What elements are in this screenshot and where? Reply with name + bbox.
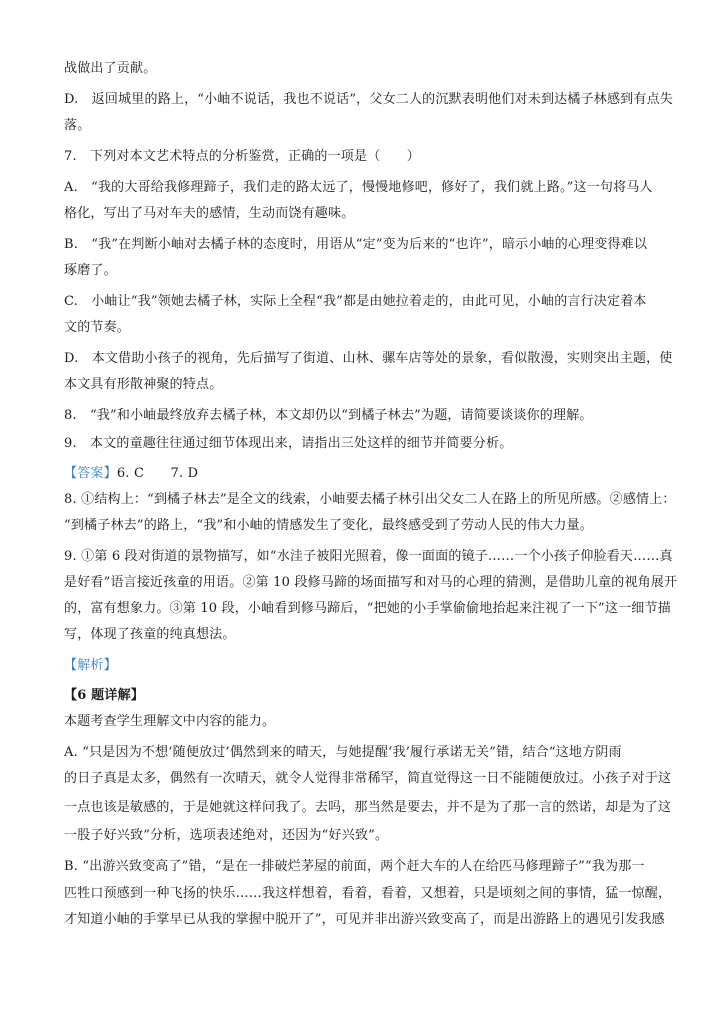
detail-line: 本题考查学生理解文中内容的能力。 xyxy=(64,714,276,729)
detail-line: A. “只是因为不想‘随便放过’偶然到来的晴天，与她提醒‘我’履行承诺无关”错，结合“这地方阴雨 xyxy=(64,745,622,760)
option-c-line: C. 小岫让“我”领她去橘子林，实际上全程“我”都是由她拉着走的，由此可见，小岫的言行决定着本 xyxy=(64,294,647,309)
option-a-line: A. “我的大哥给我修理蹄子，我们走的路太远了，慢慢地修吧，修好了，我们就上路。”这一句将马人 xyxy=(64,180,653,195)
text-line: 战做出了贡献。 xyxy=(64,61,157,76)
answer-9-line: 写，体现了孩童的纯真想法。 xyxy=(64,627,236,642)
answer-9-line: 是好看”语言接近孩童的用语。②第 10 段修马蹄的场面描写和对马的心理的猜测，是借助儿童的视角展开 xyxy=(64,575,678,590)
option-d-line: D. 返回城里的路上，“小岫不说话，我也不说话”，父女二人的沉默表明他们对未到达橘子林感到有点失 xyxy=(64,92,673,107)
analysis-label: 【解析】 xyxy=(64,658,117,673)
answer-line xyxy=(64,466,198,482)
answer-choices: 6. C 7. D xyxy=(116,466,199,481)
detail-line: 才知道小岫的手掌早已从我的掌握中脱开了”，可见并非出游兴致变高了，而是出游路上的遇见引发我感 xyxy=(64,912,665,927)
question-8: 8. “我”和小岫最终放弃去橘子林，本文却仍以“到橘子林去”为题，请简要谈谈你的理解。 xyxy=(64,408,593,423)
answer-9-line: 9. ①第 6 段对街道的景物描写，如“水洼子被阳光照着，像一面面的镜子……一个小孩子仰脸看天……真 xyxy=(64,549,673,564)
detail-heading: 【6 题详解】 xyxy=(64,688,144,703)
text-line: 文的节奏。 xyxy=(64,320,131,335)
text-line: 本文具有形散神聚的特点。 xyxy=(64,377,223,392)
detail-line: 的日子真是太多，偶然有一次晴天，就令人觉得非常稀罕，简直觉得这一日不能随便放过。小孩子对于这 xyxy=(64,771,672,786)
answer-8-line: “到橘子林去”的路上，“我”和小岫的情感发生了变化，最终感受到了劳动人民的伟大力量。 xyxy=(64,518,593,533)
text-line: 格化，写出了马对车夫的感情，生动而饶有趣味。 xyxy=(64,206,355,221)
text-line: 落。 xyxy=(64,118,91,133)
answer-9-line: 的，富有想象力。③第 10 段，小岫看到修马蹄后，“把她的小手掌偷偷地抬起来注视了一下”这一细节描 xyxy=(64,601,671,616)
detail-line: 一股子好兴致”分析，选项表述绝对，还因为“好兴致”。 xyxy=(64,828,389,843)
text-line: 琢磨了。 xyxy=(64,263,117,278)
option-d-line: D. 本文借助小孩子的视角，先后描写了街道、山林、骡车店等处的景象，看似散漫，实则突出主题，使 xyxy=(64,351,673,366)
option-b-line: B. “我”在判断小岫对去橘子林的态度时，用语从“定”变为后来的“也许”，暗示小岫的心理变得难以 xyxy=(64,237,648,252)
detail-line: B. “出游兴致变高了”错，“是在一排破烂茅屋的前面，两个赶大车的人在给匹马修理蹄子”“我为那一 xyxy=(64,859,645,874)
question-9: 9. 本文的童趣往往通过细节体现出来，请指出三处这样的细节并简要分析。 xyxy=(64,436,513,451)
question-7: 7. 下列对本文艺术特点的分析鉴赏，正确的一项是（ ） xyxy=(64,149,421,164)
detail-line: 一点也该是敏感的，于是她就这样问我了。去吗，那当然是要去，并不是为了那一言的然诺，却是为了这 xyxy=(64,800,672,815)
answer-label: 【答案】 xyxy=(64,466,117,481)
detail-line: 匹牲口预感到一种飞扬的快乐……我这样想着，看着，看着，又想着，只是顷刻之间的事情，猛一惊醒， xyxy=(64,886,672,901)
answer-8-line: 8. ①结构上：“到橘子林去”是全文的线索，小岫要去橘子林引出父女二人在路上的所见所感。②感情上： xyxy=(64,492,676,507)
